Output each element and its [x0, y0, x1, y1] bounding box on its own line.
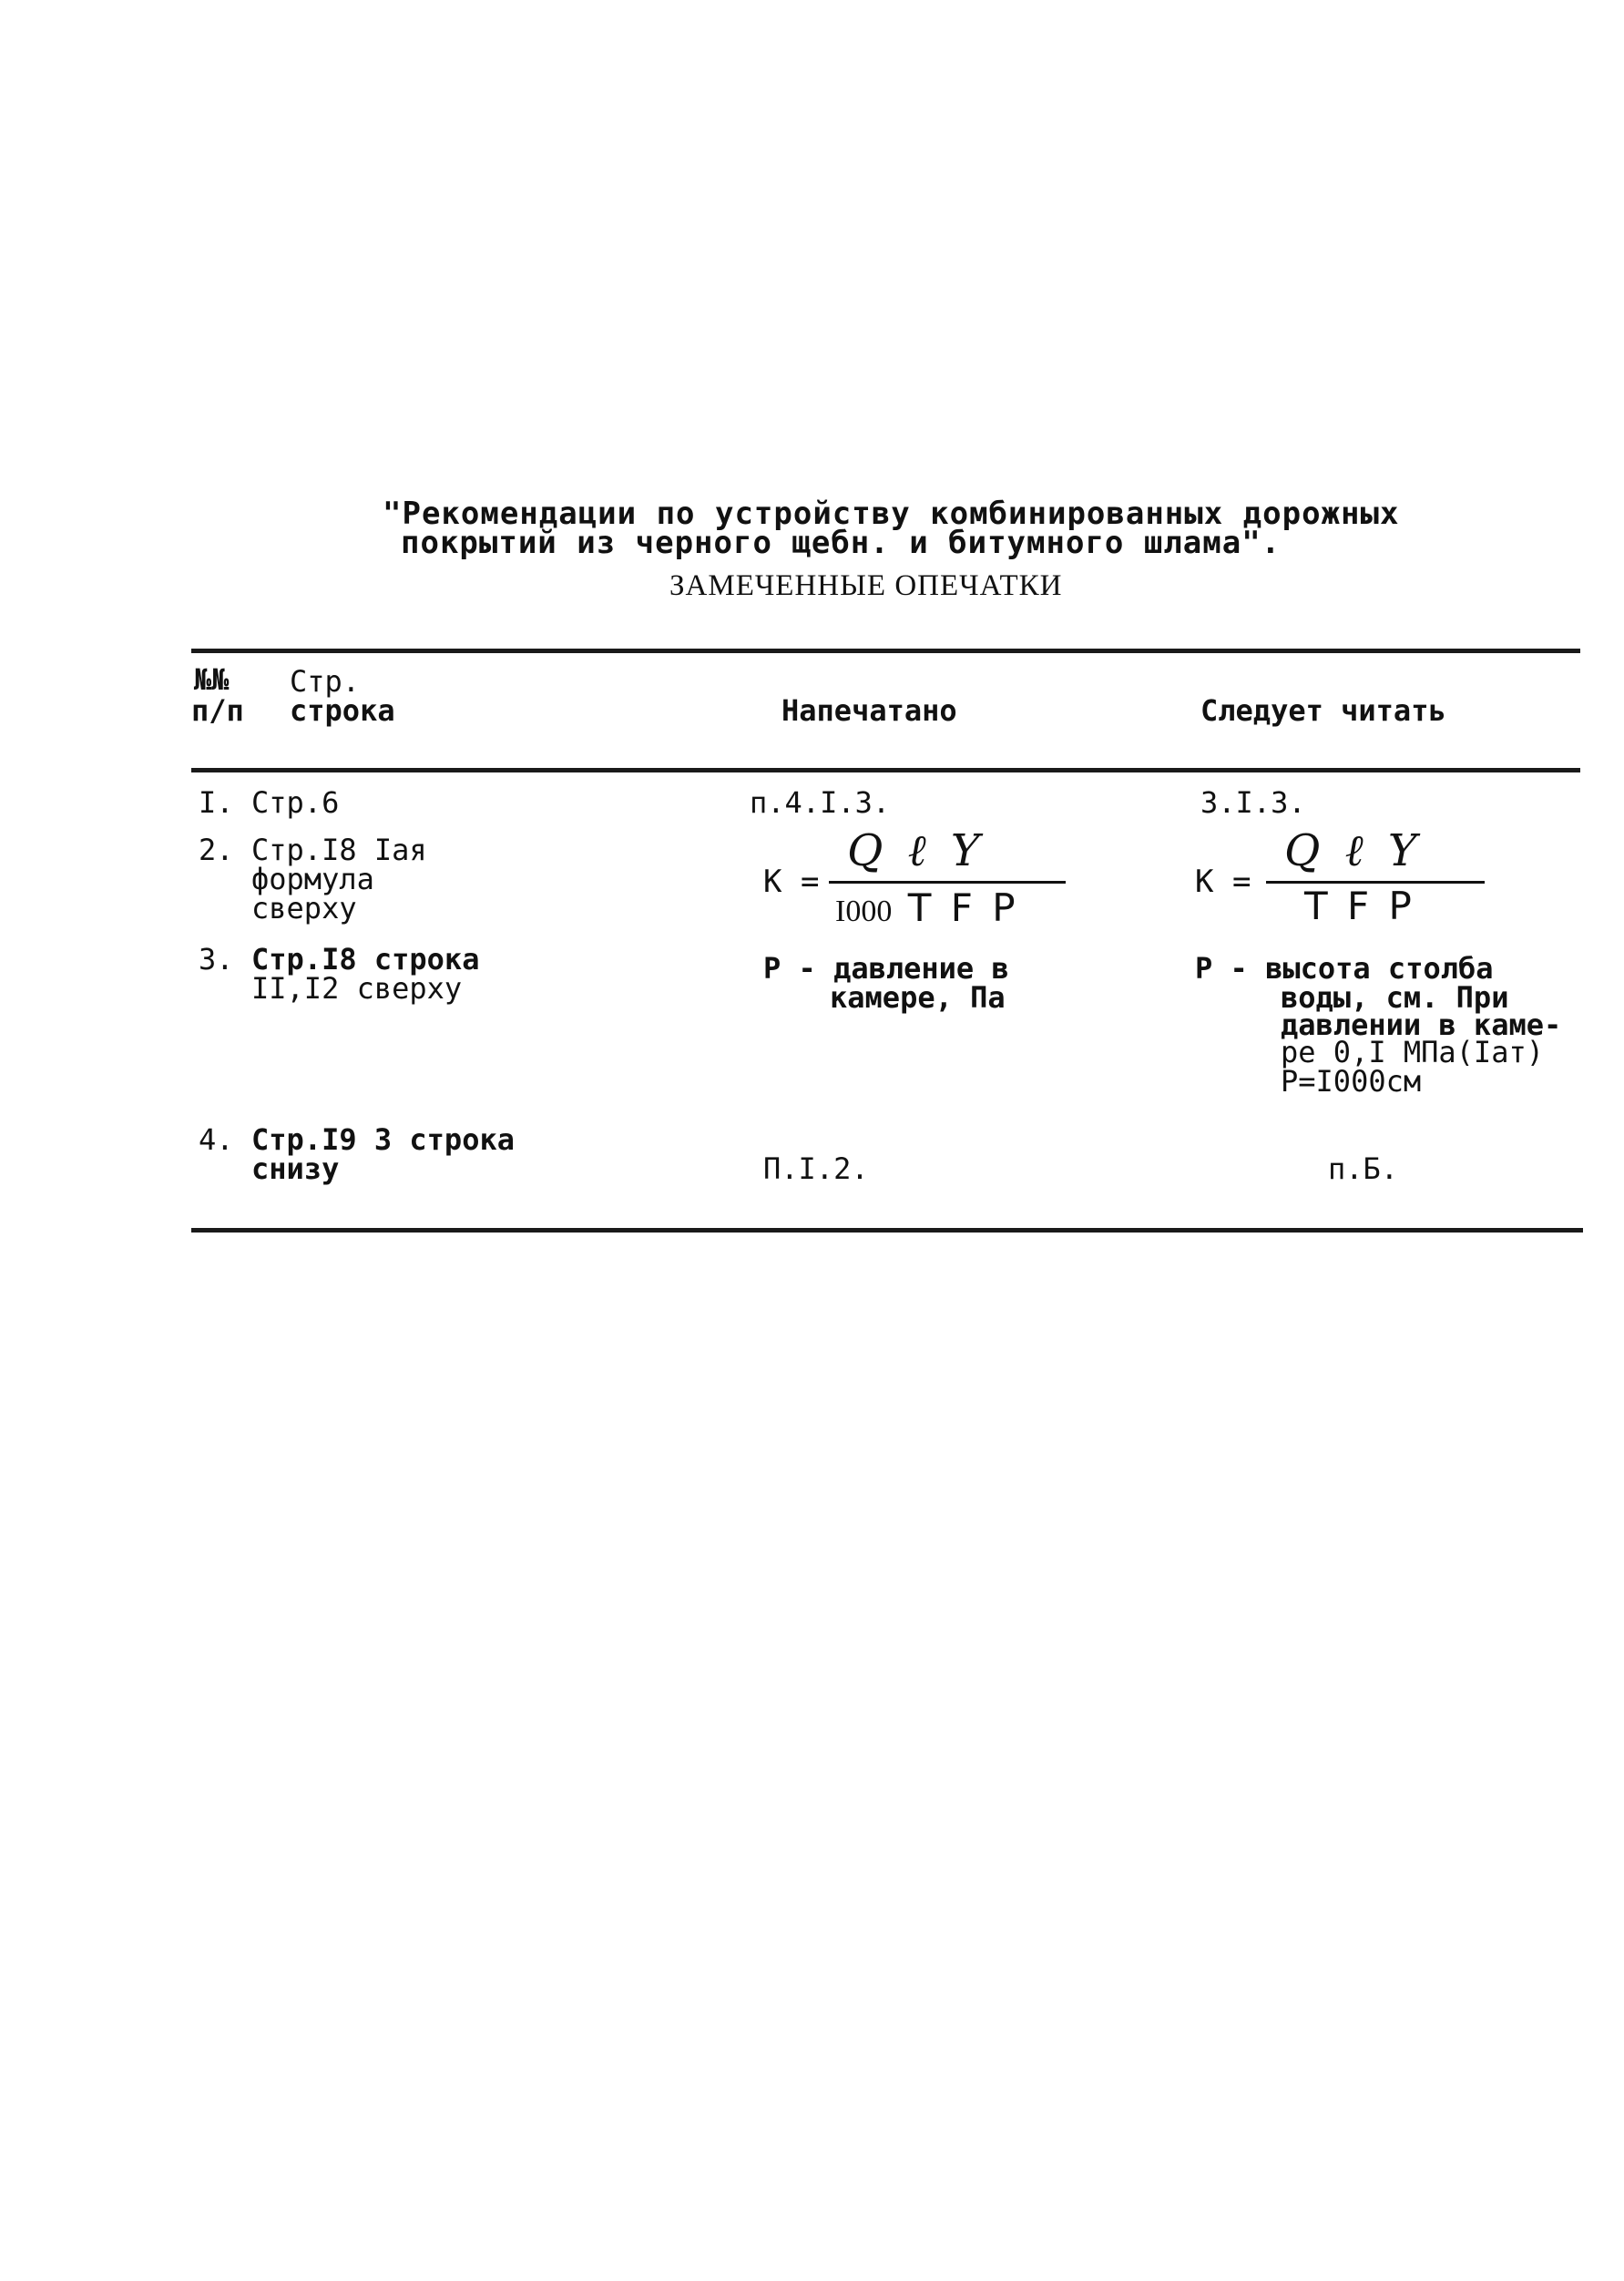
correct-formula-numerator: Q ℓ Y — [1284, 825, 1423, 876]
row-correct: 3.I.3. — [1200, 785, 1306, 820]
printed-formula-denominator-vars: T F P — [907, 885, 1019, 930]
row-correct: Р=I000см — [1281, 1064, 1422, 1099]
row-correct: ре 0,I МПа(Iат) — [1281, 1035, 1544, 1069]
row-correct: Р - высота столба — [1195, 951, 1494, 986]
correct-formula-lhs: К = — [1195, 864, 1251, 900]
table-bottom-rule — [191, 1228, 1583, 1233]
row-place: формула — [251, 862, 374, 896]
printed-formula-fraction-bar — [829, 881, 1066, 884]
row-place: сверху — [251, 891, 357, 926]
header-num-line-2: п/п — [191, 693, 244, 728]
row-correct: п.Б. — [1328, 1151, 1399, 1186]
row-place: Стр.6 — [251, 785, 340, 820]
header-page-line-1: Стр. — [290, 664, 361, 699]
row-correct: воды, см. При — [1281, 980, 1509, 1015]
header-num-line-1: №№ — [194, 662, 230, 697]
table-top-rule — [191, 649, 1580, 653]
row-place: Стр.I8 строка — [251, 942, 480, 977]
printed-formula-lhs: К = — [763, 864, 820, 900]
table-header-rule — [191, 768, 1580, 772]
row-place: Стр.I8 Iая — [251, 833, 427, 867]
printed-formula-denominator-prefix: I000 — [835, 895, 893, 928]
correct-formula-denominator: T F P — [1304, 884, 1415, 928]
row-correct: давлении в каме- — [1281, 1008, 1562, 1042]
document-subtitle: ЗАМЕЧЕННЫЕ ОПЕЧАТКИ — [669, 569, 1063, 602]
document-title-line-1: "Рекомендации по устройству комбинированных дорожных — [383, 496, 1400, 532]
row-num: I. — [199, 785, 234, 820]
row-printed: камере, Па — [830, 980, 1006, 1015]
header-printed: Напечатано — [781, 693, 957, 728]
printed-formula-denominator — [835, 885, 1019, 930]
row-num: 4. — [199, 1122, 234, 1157]
document-title-line-2: покрытий из черного щебн. и битумного шлама". — [401, 525, 1282, 561]
row-place: снизу — [251, 1151, 340, 1186]
printed-formula-numerator: Q ℓ Y — [847, 825, 986, 876]
row-printed: П.I.2. — [763, 1151, 869, 1186]
row-num: 3. — [199, 942, 234, 977]
header-page-line-2: строка — [290, 693, 395, 728]
header-correct: Следует читать — [1200, 693, 1446, 728]
row-printed: п.4.I.3. — [750, 785, 891, 820]
row-printed: Р - давление в — [763, 951, 1009, 986]
row-place: II,I2 сверху — [251, 971, 463, 1006]
row-num: 2. — [199, 833, 234, 867]
row-place: Стр.I9 3 строка — [251, 1122, 515, 1157]
